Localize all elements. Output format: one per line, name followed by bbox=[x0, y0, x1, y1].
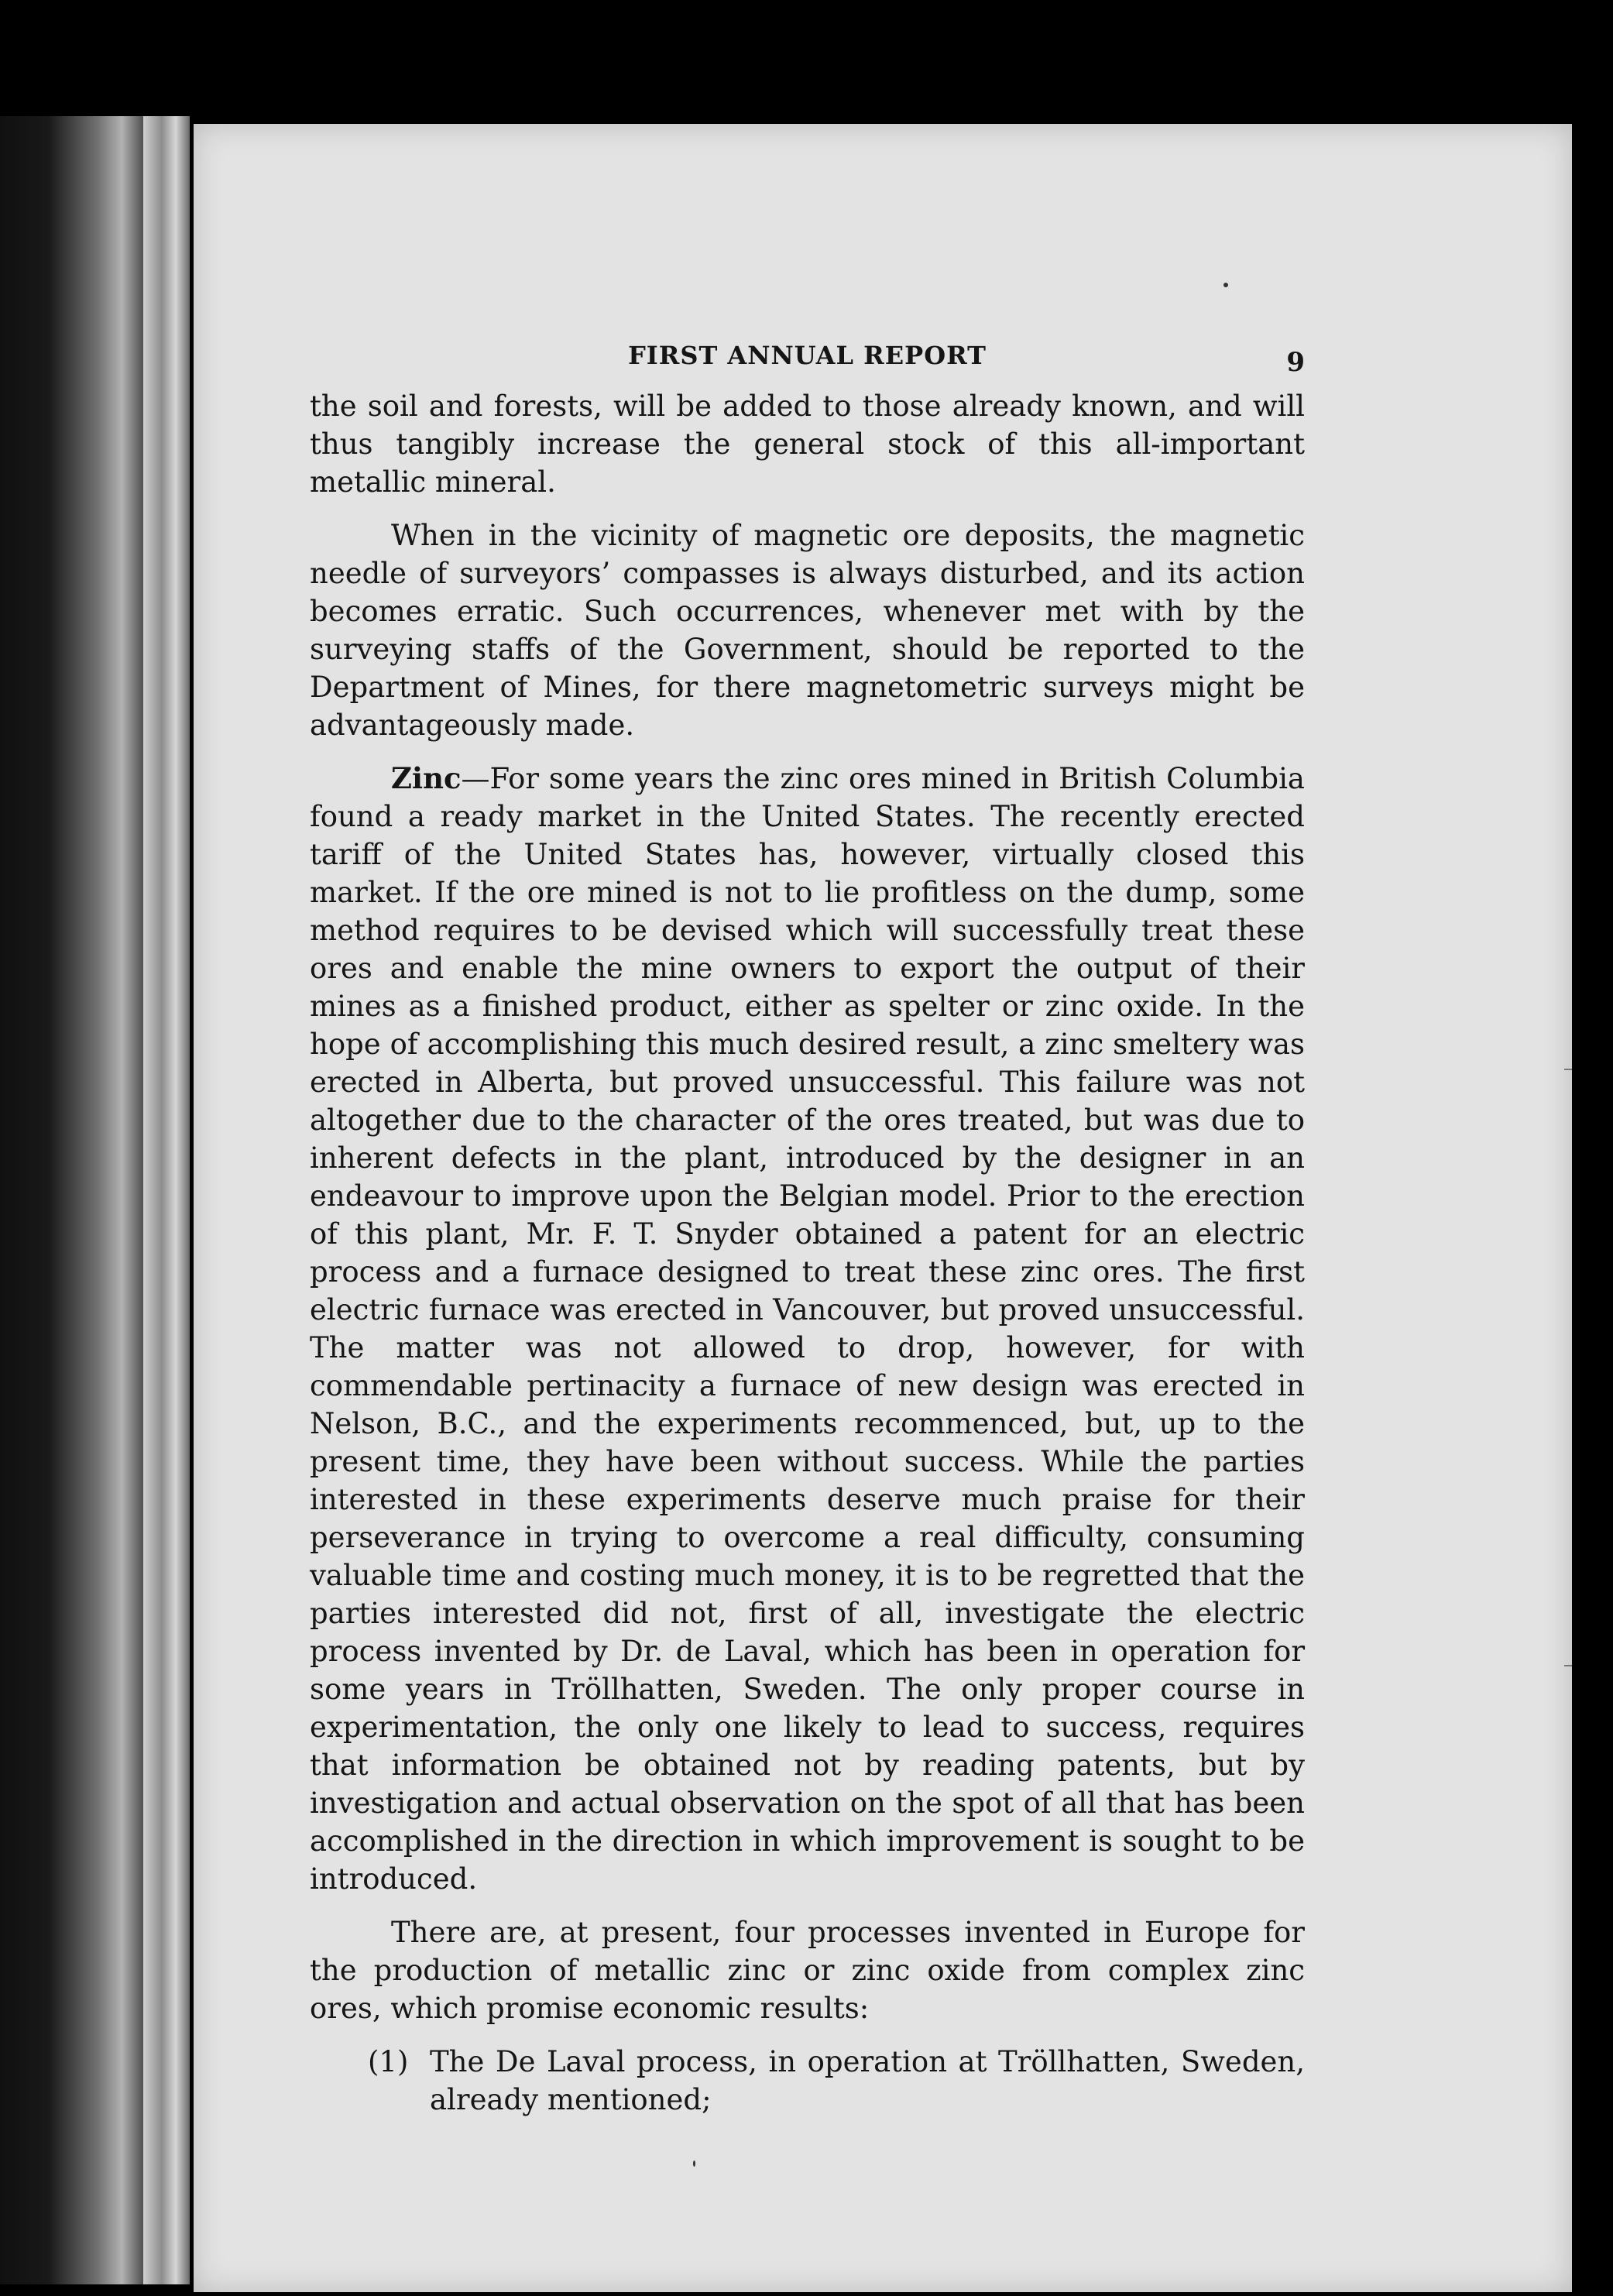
page-number: 9 bbox=[1286, 347, 1305, 378]
paragraph-text: There are, at present, four processes invented in Europe for the production of metallic zinc or zinc oxide from complex zinc ores, which promise economic results: bbox=[310, 1916, 1305, 2025]
scan-mark bbox=[1564, 1069, 1572, 1070]
list-number: (1) bbox=[368, 2045, 409, 2078]
running-head: FIRST ANNUAL REPORT bbox=[628, 341, 987, 370]
paragraph-text: When in the vicinity of magnetic ore deposits, the magnetic needle of surveyors’ compasses is always disturbed, and its action becomes erratic. Such occurrences, whenever met with by the surveying staffs of the Government, should be reported to the Department of Mines, for there magnetometric surveys might be advantageously made. bbox=[310, 519, 1305, 742]
scan-speck bbox=[693, 2160, 695, 2167]
scan-mark bbox=[1564, 1665, 1572, 1666]
paragraph-text: the soil and forests, will be added to those already known, and will thus tangibly increase the general stock of this all-important metallic mineral. bbox=[310, 390, 1305, 499]
list-text: The De Laval process, in operation at Tröllhatten, Sweden, already mentioned; bbox=[430, 2045, 1305, 2116]
scan-speck bbox=[1223, 283, 1228, 287]
scan-left-edge bbox=[0, 116, 163, 2284]
page-content bbox=[310, 341, 1305, 2119]
list-item bbox=[310, 2043, 1305, 2119]
page-header bbox=[310, 341, 1305, 387]
document-page bbox=[194, 124, 1572, 2292]
paragraph-zinc bbox=[310, 760, 1305, 1898]
paragraph-continuation bbox=[310, 387, 1305, 501]
section-lead: Zinc bbox=[391, 761, 462, 795]
paragraph-magnetic-ore bbox=[310, 517, 1305, 744]
book-binding bbox=[143, 116, 190, 2284]
paragraph-text: —For some years the zinc ores mined in British Columbia found a ready market in the United States. The recently erected tariff of the United States has, however, virtually closed this market. If the ore mined is not to lie profitless on the dump, some method requires to be devised which will successfully treat these ores and enable the mine owners to export the output of their mines as a finished product, either as spelter or zinc oxide. In the hope of accomplishing this much desired result, a zinc smeltery was erected in Alberta, but proved unsuccessful. This failure was not altogether due to the character of the ores treated, but was due to inherent defects in the plant, introduced by the designer in an endeavour to improve upon the Belgian model. Prior to the erection of this plant, Mr. F. T. Snyder obtained a patent for an electric process and a furnace designed to treat these zinc ores. The first electric furnace was erected in Vancouver, but proved unsuccessful. The matter was not allowed to drop, however, for with commendable pertinacity a furnace of new design was erected in Nelson, B.C., and the experiments recommenced, but, up to the present time, they have been without success. While the parties interested in these experiments deserve much praise for their perseverance in trying to overcome a real difficulty, consuming valuable time and costing much money, it is to be regretted that the parties interested did not, first of all, investigate the electric process invented by Dr. de Laval, which has been in operation for some years in Tröllhatten, Sweden. The only proper course in experimentation, the only one likely to lead to success, requires that information be obtained not by reading patents, but by investigation and actual observation on the spot of all that has been accomplished in the direction in which improvement is sought to be introduced. bbox=[310, 762, 1305, 1896]
paragraph-processes bbox=[310, 1913, 1305, 2027]
